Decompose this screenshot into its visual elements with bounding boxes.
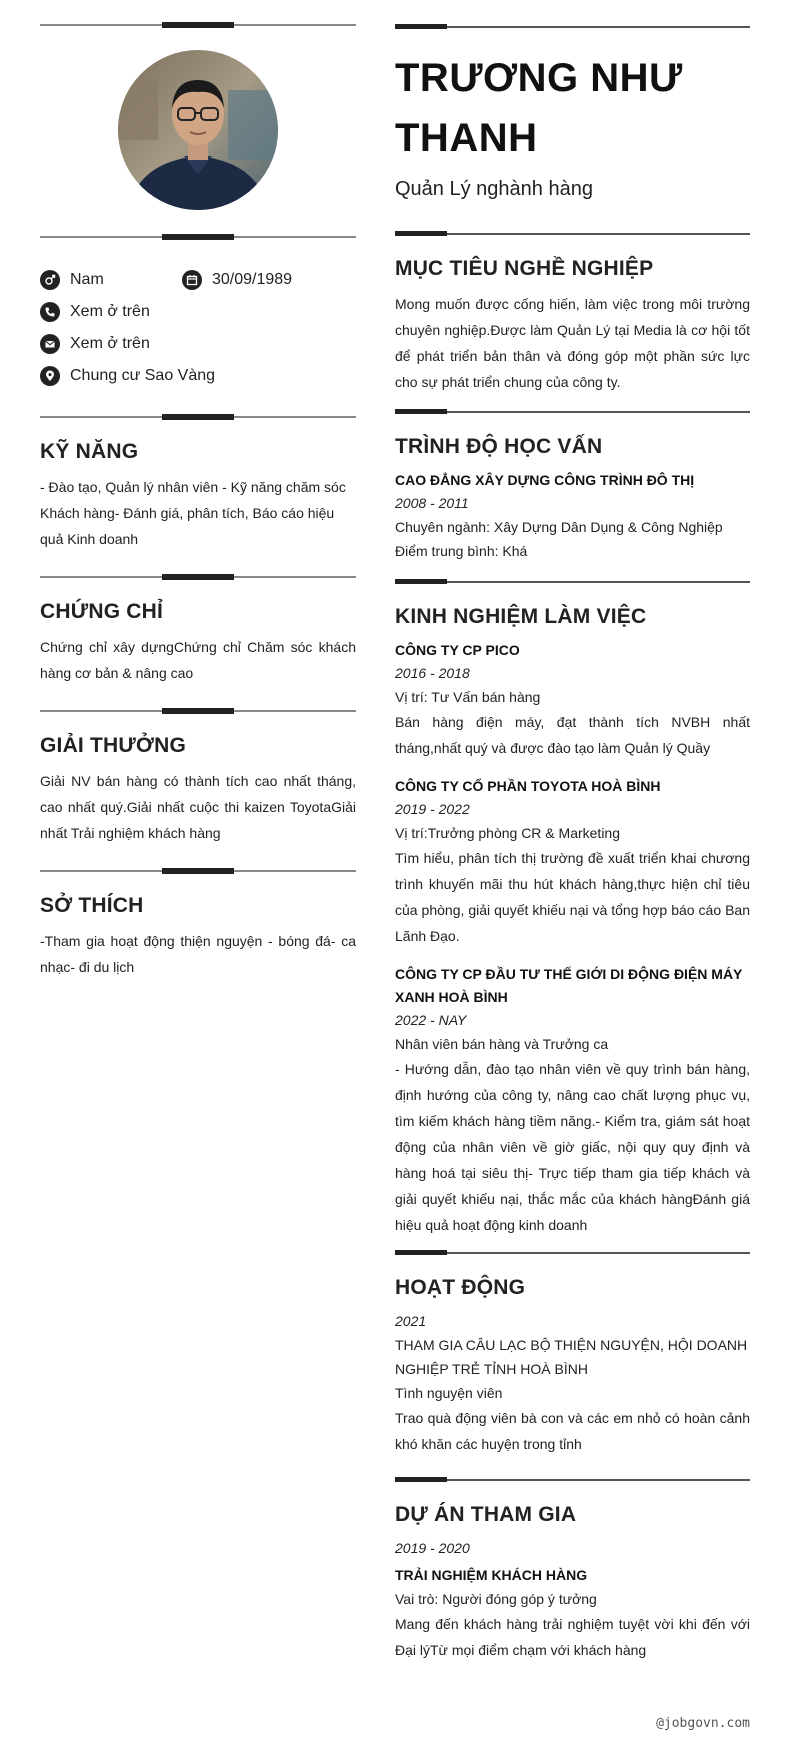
- activity-period: 2021: [395, 1313, 427, 1329]
- right-column: [395, 0, 750, 1663]
- divider: [40, 416, 356, 418]
- divider: [40, 870, 356, 872]
- watermark: @jobgovn.com: [656, 1716, 750, 1731]
- section-title: KINH NGHIỆM LÀM VIỆC: [395, 605, 647, 628]
- job-description: - Hướng dẫn, đào tạo nhân viên về quy trình bán hàng, định hướng của công ty, nâng cao chất lượng phục vụ, tìm kiếm khách hàng tiềm năng.- Kiểm tra, giám sát hoạt động của nhân viên về giờ giấc, nội quy quy định và hàng hoá tại siêu thị- Trực tiếp tham gia tiếp khách và giải quyết khiếu nại, thắc mắc của khách hàngĐánh giá hiệu quả hoạt động kinh doanh: [395, 1061, 750, 1233]
- skills-section: [40, 440, 356, 552]
- info-row: [40, 360, 356, 392]
- job-description: Bán hàng điện máy, đạt thành tích NVBH nhất tháng,nhất quý và được đào tạo làm Quản lý Quầy: [395, 714, 750, 756]
- divider: [395, 581, 750, 583]
- job-position: Vị trí:Trưởng phòng CR & Marketing: [395, 825, 621, 841]
- gender-value: Nam: [70, 271, 104, 288]
- section-title: MỤC TIÊU NGHỀ NGHIỆP: [395, 257, 654, 280]
- phone-value: Xem ở trên: [70, 303, 150, 320]
- activity-organization: THAM GIA CÂU LẠC BỘ THIỆN NGUYỆN, HỘI DOANH NGHIỆP TRẺ TỈNH HOÀ BÌNH: [395, 1337, 748, 1377]
- email-value: Xem ở trên: [70, 335, 150, 352]
- info-row: [40, 296, 356, 328]
- experience-section: [395, 605, 750, 1238]
- section-title: TRÌNH ĐỘ HỌC VẤN: [395, 435, 603, 458]
- job-period: 2019 - 2022: [395, 801, 470, 817]
- section-title: GIẢI THƯỞNG: [40, 734, 187, 757]
- divider: [395, 411, 750, 413]
- left-column: [40, 0, 356, 980]
- section-title: DỰ ÁN THAM GIA: [395, 1503, 577, 1526]
- activity-role: Tình nguyện viên: [395, 1385, 503, 1401]
- calendar-icon: [182, 270, 202, 290]
- divider: [40, 576, 356, 578]
- job-entry: [395, 963, 750, 1238]
- project-description: Mang đến khách hàng trải nghiệm tuyệt vời khi đến với Đại lýTừ mọi điểm chạm với khách hàng: [395, 1616, 750, 1658]
- section-title: HOẠT ĐỘNG: [395, 1276, 526, 1299]
- phone-icon: [40, 302, 60, 322]
- divider: [395, 1252, 750, 1254]
- education-gpa: Điểm trung bình: Khá: [395, 543, 528, 559]
- hobbies-section: [40, 894, 356, 980]
- hobbies-text: -Tham gia hoạt động thiện nguyện - bóng đá- ca nhạc- đi du lịch: [40, 933, 356, 975]
- projects-section: [395, 1503, 750, 1663]
- company-name: CÔNG TY CỔ PHẦN TOYOTA HOÀ BÌNH: [395, 778, 661, 794]
- section-title: SỞ THÍCH: [40, 894, 144, 917]
- birthdate-value: 30/09/1989: [212, 271, 293, 288]
- company-name: CÔNG TY CP PICO: [395, 642, 520, 658]
- education-major: Chuyên ngành: Xây Dựng Dân Dụng & Công Nghiệp: [395, 519, 723, 535]
- divider: [40, 236, 356, 238]
- section-title: KỸ NĂNG: [40, 440, 139, 463]
- job-entry: [395, 775, 750, 949]
- divider: [395, 26, 750, 28]
- project-period: 2019 - 2020: [395, 1540, 470, 1556]
- school-name: CAO ĐẲNG XÂY DỰNG CÔNG TRÌNH ĐÔ THỊ: [395, 472, 695, 488]
- project-role: Vai trò: Người đóng góp ý tưởng: [395, 1591, 597, 1607]
- objective-section: [395, 257, 750, 395]
- section-title: CHỨNG CHỈ: [40, 600, 164, 623]
- objective-text: Mong muốn được cống hiến, làm việc trong môi trường chuyên nghiệp.Được làm Quản Lý tại Media là cơ hội tốt để phát triển bản thân và đóng góp một phần sức lực cho sự phát triển chung của công ty.: [395, 296, 750, 390]
- awards-section: [40, 734, 356, 846]
- certificates-text: Chứng chỉ xây dựngChứng chỉ Chăm sóc khách hàng cơ bản & nâng cao: [40, 639, 356, 681]
- job-entry: [395, 639, 750, 761]
- company-name: CÔNG TY CP ĐẦU TƯ THẾ GIỚI DI ĐỘNG ĐIỆN MÁY XANH HOÀ BÌNH: [395, 966, 743, 1005]
- activity-description: Trao quà động viên bà con và các em nhỏ có hoàn cảnh khó khăn các huyện trong tỉnh: [395, 1410, 750, 1452]
- divider: [40, 24, 356, 26]
- job-period: 2022 - NAY: [395, 1012, 467, 1028]
- info-row: [40, 264, 356, 296]
- birthdate-field: [182, 270, 292, 290]
- education-period: 2008 - 2011: [395, 495, 469, 511]
- skills-text: - Đào tạo, Quản lý nhân viên - Kỹ năng chăm sóc Khách hàng- Đánh giá, phân tích, Báo cáo hiệu quả Kinh doanh: [40, 479, 346, 547]
- divider: [40, 710, 356, 712]
- project-name: TRẢI NGHIỆM KHÁCH HÀNG: [395, 1567, 588, 1583]
- gender-field: [40, 270, 182, 290]
- activities-section: [395, 1276, 750, 1457]
- info-row: [40, 328, 356, 360]
- divider: [395, 233, 750, 235]
- job-position: Nhân viên bán hàng và Trưởng ca: [395, 1036, 609, 1052]
- gender-icon: [40, 270, 60, 290]
- candidate-name: TRƯƠNG NHƯ THANH: [395, 56, 683, 160]
- email-icon: [40, 334, 60, 354]
- job-period: 2016 - 2018: [395, 665, 470, 681]
- certificates-section: [40, 600, 356, 686]
- personal-info: [40, 264, 356, 392]
- job-description: Tìm hiểu, phân tích thị trường đề xuất triển khai chương trình khuyến mãi thu hút khách hàng,thực hiện chỉ tiêu của phòng, giải quyết khiếu nại và tổng hợp báo cáo Ban Lãnh Đạo.: [395, 850, 750, 944]
- candidate-title: Quản Lý nghành hàng: [395, 178, 593, 200]
- location-pin-icon: [40, 366, 60, 386]
- awards-text: Giải NV bán hàng có thành tích cao nhất tháng, cao nhất quý.Giải nhất cuộc thi kaizen ToyotaGiải nhất Trải nghiệm khách hàng: [40, 773, 356, 841]
- job-position: Vị trí: Tư Vấn bán hàng: [395, 689, 541, 705]
- avatar: [118, 50, 278, 210]
- profile-photo: [118, 50, 278, 210]
- divider: [395, 1479, 750, 1481]
- address-value: Chung cư Sao Vàng: [70, 367, 216, 384]
- education-section: [395, 435, 750, 563]
